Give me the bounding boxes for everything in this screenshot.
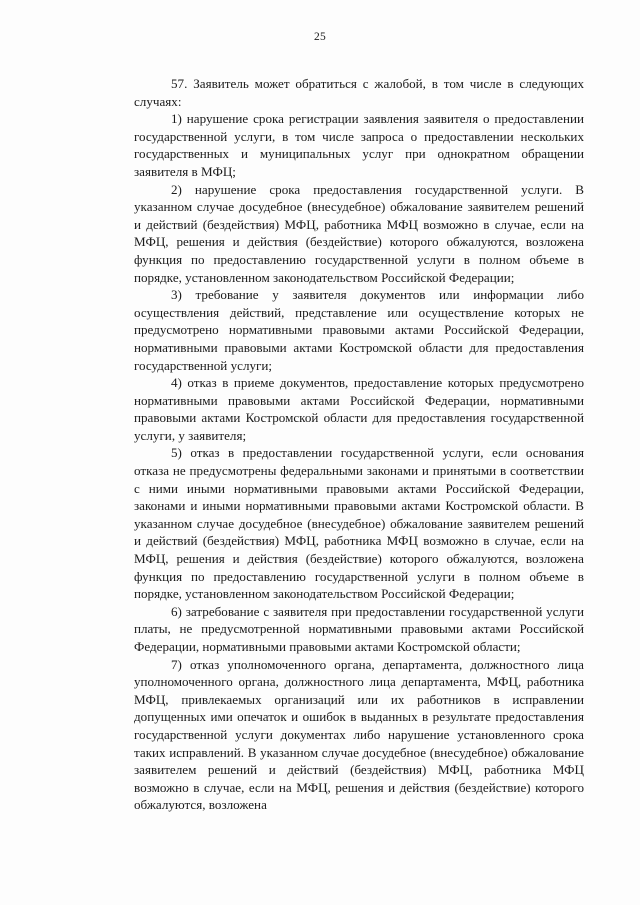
document-body <box>134 75 584 814</box>
list-item-3: 3) требование у заявителя документов или информации либо осуществления действий, представление или осуществление которых не предусмотрено нормативными правовыми актами Российской Федерации, нормативными правовыми актами Костромской области для предоставления государственной услуги; <box>134 287 584 373</box>
list-item-6: 6) затребование с заявителя при предоставлении государственной услуги платы, не предусмотренной нормативными правовыми актами Российской Федерации, нормативными правовыми актами Костромской области; <box>134 603 584 654</box>
list-item-4: 4) отказ в приеме документов, предоставление которых предусмотрено нормативными правовыми актами Российской Федерации, нормативными правовыми актами Костромской области для предоставления государственной услуги, у заявителя; <box>134 375 584 443</box>
list-item-2: 2) нарушение срока предоставления государственной услуги. В указанном случае досудебное (внесудебное) обжалование заявителем решений и действий (бездействия) МФЦ, работника МФЦ возможно в случае, если на МФЦ, решения и действия (бездействие) которого обжалуются, возложена функция по предоставлению государственной услуги в полном объеме в порядке, установленном законодательством Российской Федерации; <box>134 181 584 285</box>
list-item-5: 5) отказ в предоставлении государственной услуги, если основания отказа не предусмотрены федеральными законами и принятыми в соответствии с ними иными нормативными правовыми актами Российской Федерации, законами и иными нормативными правовыми актами Костромской области. В указанном случае досудебное (внесудебное) обжалование заявителем решений и действий (бездействия) МФЦ, работника МФЦ возможно в случае, если на МФЦ, решения и действия (бездействие) которого обжалуются, возложена функция по предоставлению государственной услуги в полном объеме в порядке, установленном законодательством Российской Федерации; <box>134 445 584 602</box>
clause-57-intro: 57. Заявитель может обратиться с жалобой, в том числе в следующих случаях: <box>134 76 584 109</box>
page-number: 25 <box>314 31 326 43</box>
list-item-1: 1) нарушение срока регистрации заявления заявителя о предоставлении государственной услуги, в том числе запроса о предоставлении нескольких государственных и муниципальных услуг при однократном обращении заявителя в МФЦ; <box>134 111 584 179</box>
list-item-7: 7) отказ уполномоченного органа, департамента, должностного лица уполномоченного органа, должностного лица департамента, МФЦ, работника МФЦ, привлекаемых организаций или их работников в исправлении допущенных ими опечаток и ошибок в выданных в результате предоставления государственной услуги документах либо нарушение установленного срока таких исправлений. В указанном случае досудебное (внесудебное) обжалование заявителем решений и действий (бездействия) МФЦ, работника МФЦ возможно в случае, если на МФЦ, решения и действия (бездействие) которого обжалуются, возложена <box>134 656 584 813</box>
